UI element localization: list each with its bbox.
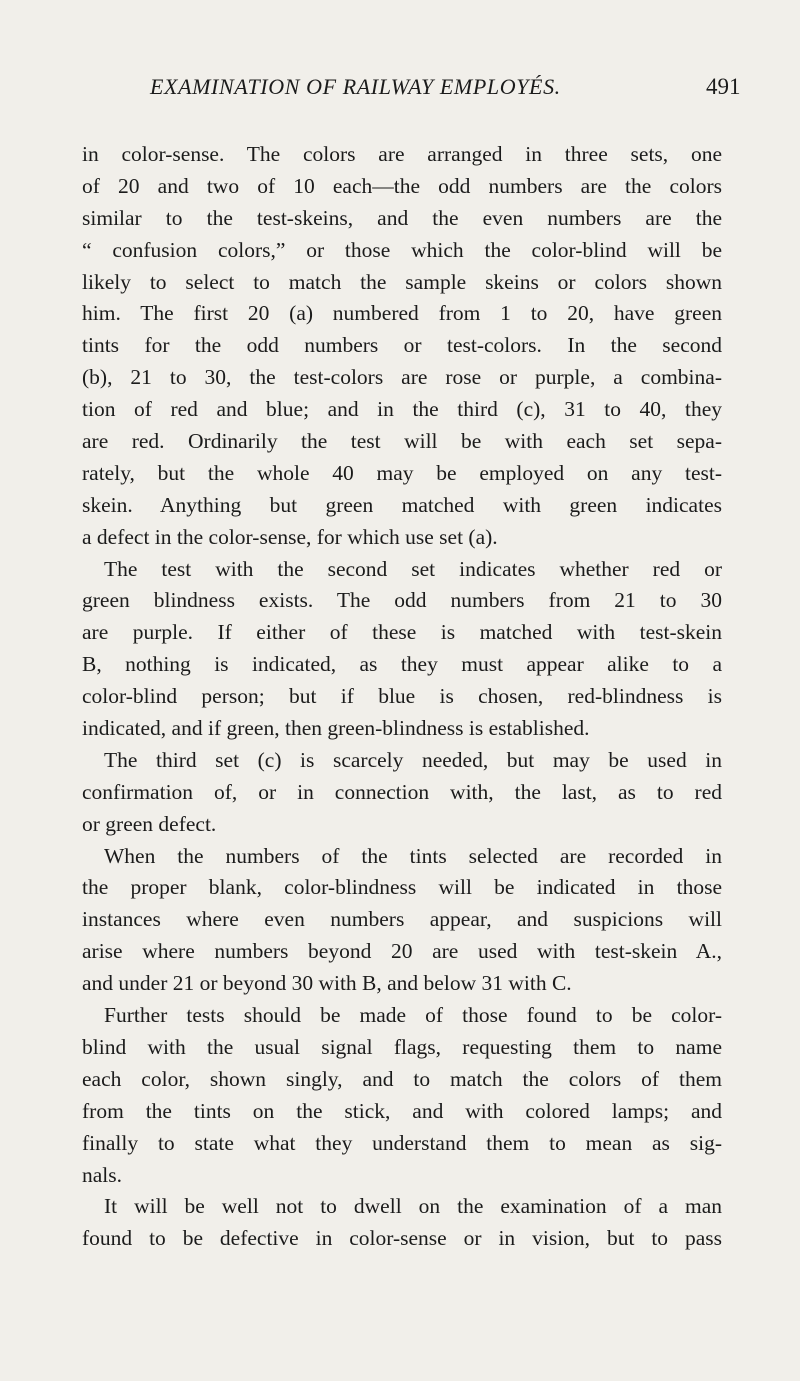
text-line: The test with the second set indicates whether red or bbox=[104, 556, 722, 581]
text-line: him. The first 20 (a) numbered from 1 to 20, have green bbox=[82, 301, 722, 326]
text-line: rately, but the whole 40 may be employed on any test- bbox=[82, 460, 722, 485]
text-line: “ confusion colors,” or those which the color-blind will be bbox=[82, 237, 722, 262]
text-line: are purple. If either of these is matched with test-skein bbox=[82, 620, 722, 645]
text-line: green blindness exists. The odd numbers from 21 to 30 bbox=[82, 588, 722, 613]
text-line: and under 21 or beyond 30 with B, and below 31 with C. bbox=[82, 971, 572, 996]
text-line: are red. Ordinarily the test will be with each set sepa- bbox=[82, 429, 722, 454]
running-head bbox=[150, 74, 790, 108]
text-line: blind with the usual signal flags, requesting them to name bbox=[82, 1034, 722, 1059]
text-line: similar to the test-skeins, and the even numbers are the bbox=[82, 205, 722, 230]
body-text bbox=[82, 139, 722, 1255]
text-line: instances where even numbers appear, and suspicions will bbox=[82, 907, 722, 932]
text-line: color-blind person; but if blue is chosen, red-blindness is bbox=[82, 684, 722, 709]
running-head-title: EXAMINATION OF RAILWAY EMPLOYÉS. bbox=[150, 74, 561, 99]
text-line: from the tints on the stick, and with colored lamps; and bbox=[82, 1098, 722, 1123]
text-line: found to be defective in color-sense or in vision, but to pass bbox=[82, 1226, 722, 1251]
text-line: The third set (c) is scarcely needed, but may be used in bbox=[104, 747, 722, 772]
text-line: Further tests should be made of those found to be color- bbox=[104, 1003, 722, 1028]
text-line: the proper blank, color-blindness will be indicated in those bbox=[82, 875, 722, 900]
text-line: tion of red and blue; and in the third (c), 31 to 40, they bbox=[82, 397, 722, 422]
text-line: each color, shown singly, and to match the colors of them bbox=[82, 1066, 722, 1091]
text-line: (b), 21 to 30, the test-colors are rose or purple, a combina- bbox=[82, 365, 722, 390]
text-line: likely to select to match the sample skeins or colors shown bbox=[82, 269, 722, 294]
page-number: 491 bbox=[706, 74, 741, 99]
text-line: arise where numbers beyond 20 are used with test-skein A., bbox=[82, 939, 722, 964]
text-line: skein. Anything but green matched with green indicates bbox=[82, 492, 722, 517]
text-line: When the numbers of the tints selected are recorded in bbox=[104, 843, 722, 868]
text-line: a defect in the color-sense, for which use set (a). bbox=[82, 524, 498, 549]
text-line: nals. bbox=[82, 1162, 123, 1187]
text-line: of 20 and two of 10 each—the odd numbers are the colors bbox=[82, 173, 722, 198]
text-line: tints for the odd numbers or test-colors. In the second bbox=[82, 333, 722, 358]
text-line: indicated, and if green, then green-blindness is established. bbox=[82, 716, 590, 741]
text-line: in color-sense. The colors are arranged in three sets, one bbox=[82, 142, 722, 166]
text-line: B, nothing is indicated, as they must appear alike to a bbox=[82, 652, 722, 677]
text-line: finally to state what they understand them to mean as sig- bbox=[82, 1130, 722, 1155]
text-line: It will be well not to dwell on the examination of a man bbox=[104, 1194, 722, 1219]
text-line: confirmation of, or in connection with, the last, as to red bbox=[82, 779, 722, 804]
text-line: or green defect. bbox=[82, 811, 217, 836]
